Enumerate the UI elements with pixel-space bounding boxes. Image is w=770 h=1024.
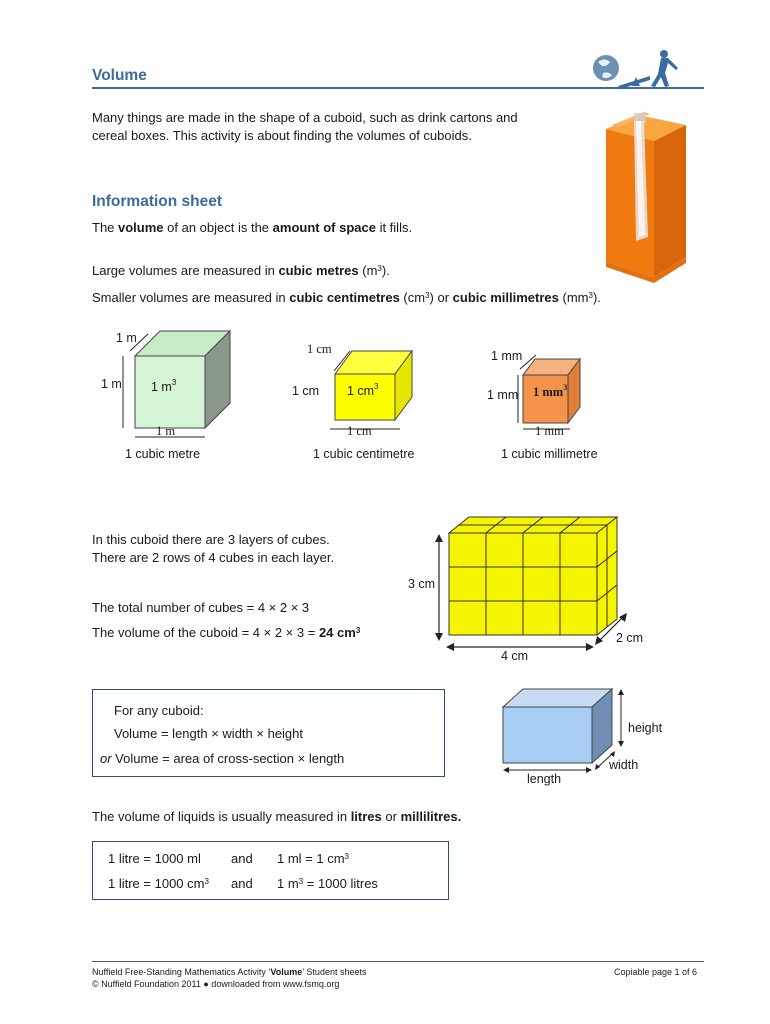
small-volumes-text: Smaller volumes are measured in cubic centimetres $(cm^3)$ or cubic millimetres $(mm^3)$. <box>92 290 601 305</box>
cube-side-face <box>597 593 607 635</box>
rows-text: There are 2 rows of 4 cubes in each layer. <box>92 550 335 565</box>
centimetre-bottom-label: 1 cm <box>347 424 372 438</box>
cuboid-volume-text: The volume of the cuboid = 4 × 2 × 3 = 24 $cm^3$ <box>92 625 361 640</box>
millimetre-top-label: 1 mm <box>491 349 523 363</box>
footer-copyright: © Nuffield Foundation 2011 ● downloaded from www.fsmq.org <box>92 979 340 989</box>
millimetre-caption: 1 cubic millimetre <box>501 447 598 461</box>
liquids-text: The volume of liquids is usually measured in litres or millilitres. <box>92 809 462 824</box>
cube-front-face <box>449 567 486 601</box>
metre-bottom-label: 1 m <box>156 424 176 438</box>
metre-top-label: 1 m <box>116 331 137 345</box>
cubic-metre-cube <box>123 331 230 437</box>
formula-volume: Volume = length × width × height <box>114 726 303 741</box>
millimetre-side-label: 1 mm <box>487 388 519 402</box>
cube-front-face <box>523 567 560 601</box>
metre-side-label: 1 m <box>101 377 122 391</box>
metre-caption: 1 cubic metre <box>125 447 201 461</box>
centimetre-caption: 1 cubic centimetre <box>313 447 415 461</box>
formula-alternative: or Volume = area of cross-section × length <box>100 751 345 766</box>
nuffield-logo-icon <box>588 46 698 90</box>
cube-front-face <box>560 601 597 635</box>
cuboid-of-cubes-diagram <box>430 500 645 652</box>
cube-front-face <box>449 533 486 567</box>
footer-activity: Nuffield Free-Standing Mathematics Activity ‘Volume’ Student sheets <box>92 967 367 977</box>
cube-front-face <box>486 567 523 601</box>
conversion-row-2-b: 1 $m^3 = 1000$ litres <box>277 876 378 891</box>
conversion-row-1-a: 1 litre = 1000 ml <box>108 851 201 866</box>
cube-front-face <box>486 601 523 635</box>
volume-definition: The volume of an object is the amount of space it fills. <box>92 220 413 235</box>
centimetre-top-label: 1 cm <box>307 342 332 356</box>
cube-front-face <box>486 533 523 567</box>
intro-line-2: cereal boxes. This activity is about finding the volumes of cuboids. <box>92 128 472 143</box>
cube-front-face <box>449 601 486 635</box>
millimetre-bottom-label: 1 mm <box>535 424 564 438</box>
cuboid-width-label: 4 cm <box>501 649 529 663</box>
length-label: length <box>527 772 562 786</box>
width-label: width <box>609 758 639 772</box>
footer-page-number: Copiable page 1 of 6 <box>614 967 698 977</box>
drink-carton-image <box>584 107 690 283</box>
metre-face-label: 1 $m^3$ <box>151 378 177 394</box>
conversion-row-1-b: 1 ml = 1 $cm^3$ <box>277 851 349 866</box>
centimetre-face-label: 1 $cm^3$ <box>347 382 379 398</box>
cube-front-face <box>560 533 597 567</box>
conversion-row-1-and: and <box>231 851 253 866</box>
info-heading: Information sheet <box>92 193 223 210</box>
layers-text: In this cuboid there are 3 layers of cubes. <box>92 532 330 547</box>
conversion-row-2-and: and <box>231 876 253 891</box>
centimetre-side-label: 1 cm <box>292 384 320 398</box>
conversion-row-2-a: 1 litre = 1000 $cm^3$ <box>108 876 209 891</box>
cuboid-height-label: 3 cm <box>408 577 436 591</box>
page-title: Volume <box>92 67 147 84</box>
cube-front-face <box>523 601 560 635</box>
large-volumes-text: Large volumes are measured in cubic metres $(m^3)$. <box>92 263 390 278</box>
cube-front-face <box>523 533 560 567</box>
intro-line-1: Many things are made in the shape of a cuboid, such as drink cartons and <box>92 110 518 125</box>
millimetre-face-label: 1 $mm^3$ <box>533 383 568 399</box>
cube-side-face <box>607 585 617 627</box>
cuboid-depth-label: 2 cm <box>616 631 644 645</box>
height-label: height <box>628 721 663 735</box>
cube-front-face <box>560 567 597 601</box>
footer-rule <box>92 961 704 962</box>
formula-intro: For any cuboid: <box>114 703 204 718</box>
total-cubes-text: The total number of cubes = 4 × 2 × 3 <box>92 600 310 615</box>
